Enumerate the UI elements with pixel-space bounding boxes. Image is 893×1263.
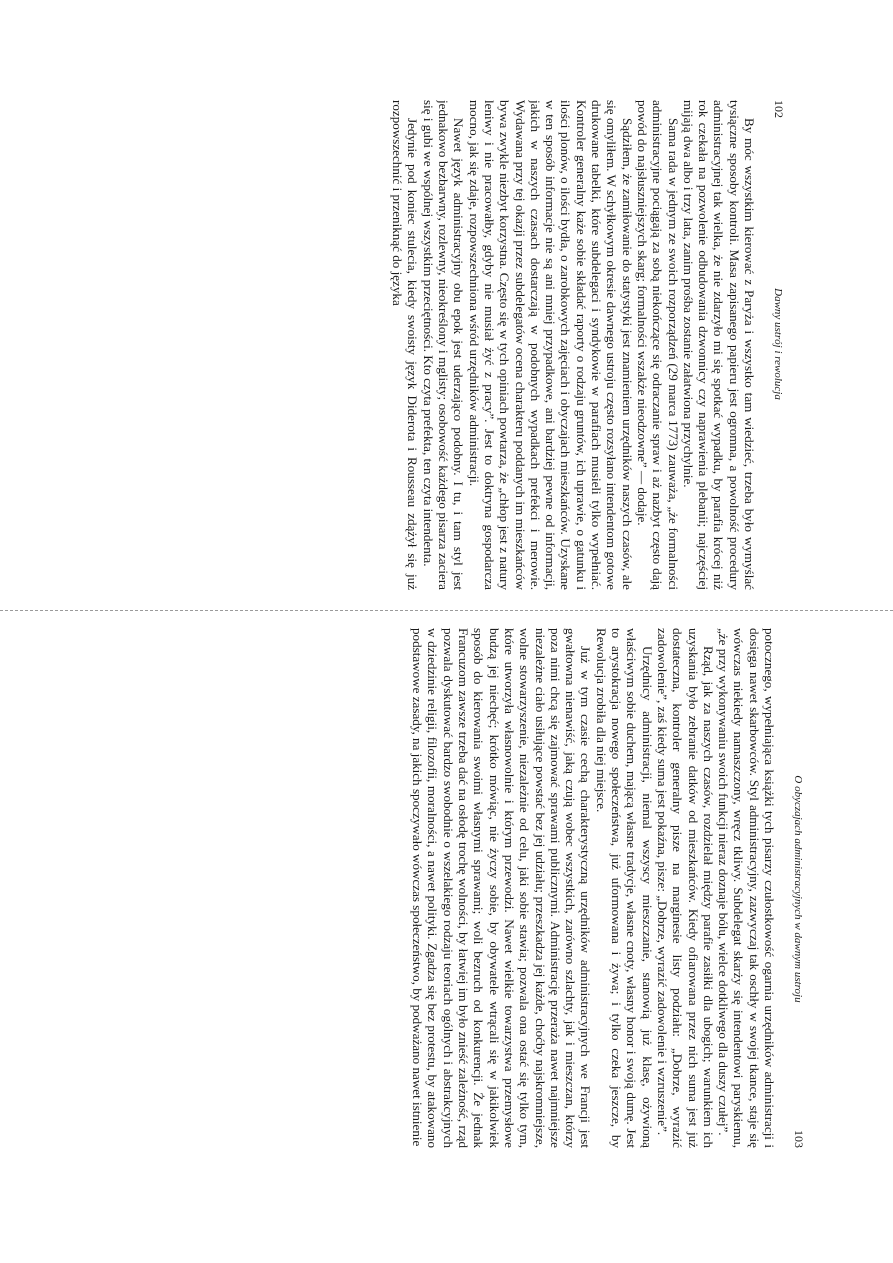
left-body: [390, 100, 757, 590]
right-body: [410, 628, 777, 1148]
left-running-title: Dawny ustrój i rewolucja: [772, 288, 784, 400]
right-running-title: O obyczajach administracyjnych w dawnym ustroju: [792, 775, 804, 1003]
left-page-number: 102: [772, 100, 786, 118]
right-paragraph-4: Już w tym czasie cechą charakterystyczną urzędników administracyjnych we Francji jest gwałtowna nienawiść, jaką czują wobec wszystkich, zarówno szlachty, jak i mieszczan, którzy poza nimi chcą się zajmować sprawami publicznymi. Administrację przeraża nawet najmniejsze niezależne ciało usiłujące powstać bez jej udziału; przeszkadza jej każde, choćby najskromniejsze, wolne stowarzyszenie, niezależnie od celu, jaki sobie stawia; pozwala ona ostać się tylko tym, które utworzyła własnowolnie i którym przewodzi. Nawet wielkie towarzystwa przemysłowe budzą jej niechęć; krótko mówiąc, nie życzy sobie, by obywatele wtrącali się w jakikolwiek sposób do kierowania swoimi własnymi sprawami; woli bezruch od konkurencji. Że jednak Francuzom zawsze trzeba dać na osłodę trochę wolności, by łatwiej im było znieść zależność, rząd pozwala dyskutować bardzo swobodnie o wszelakiego rodzaju teoriach ogólnych i abstrakcyjnych w dziedzinie religii, filozofii, moralności, a nawet polityki. Zgadza się bez protestu, by atakowano podstawowe zasady, na jakich spoczywało wówczas społeczeństwo, by podważano nawet istnienie: [410, 628, 594, 1148]
right-header: [791, 628, 806, 1148]
right-paragraph-1: potocznego, wypełniająca książki tych pisarzy czułostkowość ogarnia urzędników administracji i dosięga nawet skarbowców. Styl administracyjny, zazwyczaj tak oschły w swojej tkance, staje się wówczas niekiedy namaszczony, wręcz tkliwy. Subdelegat skarży się intendentowi paryskiemu, „że przy wykonywaniu swoich funkcji nieraz doznaje bólu, wielce dotkliwego dla duszy czułej”.: [716, 628, 777, 1148]
page-left: [86, 100, 786, 590]
right-paragraph-3: Urzędnicy administracji, niemal wszyscy mieszczanie, stanowią już klasę, ożywioną właściwym sobie duchem, mającą własne tradycje, własne cnoty, własny honor i swoją dumę. Jest to arystokracja nowego społeczeństwa, już uformowana i żywa; i tylko czeka jeszcze, by Rewolucja zrobiła dla niej miejsce.: [593, 628, 655, 1148]
page-right: [86, 628, 806, 1148]
left-paragraph-4: Nawet język administracyjny obu epok jest uderzająco podobny. I tu, i tam styl jest jednakowo bezbarwny, rozlewny, nieokreślony i mglisty; osobowość każdego pisarza zaciera się i gubi we wspólnej wszystkim przeciętności. Kto czyta prefekta, ten czyta intendenta.: [420, 100, 467, 590]
left-paragraph-3: Sądziłem, że zamiłowanie do statystyki jest znamieniem urzędników naszych czasów, ale się omyliłem. W schyłkowym okresie dawnego ustroju często rozsyłano intendentom gotowe drukowane tabelki, które subdelegaci i syndykowie w parafiach musieli tylko wypełniać. Kontroler generalny każe sobie składać raporty o rodzaju gruntów, ich uprawie, o gatunku i ilości plonów, o ilości bydła, o zarobkowych zajęciach i obyczajach mieszkańców. Uzyskane w ten sposób informacje nie są ani mniej przypadkowe, ani bardziej pewne od informacji, jakich w naszych czasach dostarczają w podobnych wypadkach prefekci i merowie. Wydawana przy tej okazji przez subdelegatów ocena charakteru poddanych im mieszkańców bywa zwykle niezbyt korzystna. Często się w tych opiniach powtarza, że „chłop jest z natury leniwy i nie pracowałby, gdyby nie musiał żyć z pracy”. Jest to doktryna gospodarcza mocno, jak się zdaje, rozpowszechniona wśród urzędników administracji.: [466, 100, 635, 590]
right-page-number: 103: [792, 1129, 806, 1148]
left-paragraph-5: Jedynie pod koniec stulecia, kiedy swoisty język Diderota i Rousseau zdążył się już rozpowszechnić i przeniknąć do języka: [390, 100, 421, 590]
page-divider: [0, 610, 893, 611]
page-left-content: [390, 100, 786, 590]
left-header: [771, 100, 786, 590]
right-paragraph-2: Rząd, jak za naszych czasów, rozdzielał między parafie zasiłki dla ubogich; warunkiem ich uzyskania było zebranie datków od mieszkańców. Kiedy ofiarowana przez nich suma jest już dostateczna, kontroler generalny pisze na marginesie listy podziału: „Dobrze, wyrazić zadowolenie”, zaś kiedy suma jest pokaźna, pisze: „Dobrze, wyrazić zadowolenie i wzruszenie”.: [654, 628, 716, 1148]
page-right-content: [410, 628, 806, 1148]
left-paragraph-2: Sama rada w jednym ze swoich rozporządzeń (29 marca 1773) zauważa, „że formalności administracyjne pociągają za sobą niekończące się odraczanie spraw i aż nazbyt często dają powód do najsłuszniejszych skarg; formalności wszakże nieodzowne” — dodaje.: [634, 100, 681, 590]
left-paragraph-1: By móc wszystkim kierować z Paryża i wszystko tam wiedzieć, trzeba było wymyślać tysiączne sposoby kontroli. Masa zapisanego papieru jest ogromna, a powolność procedury administracyjnej tak wielka, że nie zdarzyło mi się spotkać wypadku, by parafia krócej niż rok czekała na pozwolenie odbudowania dzwonnicy czy naprawienia plebanii; najczęściej mijają dwa albo i trzy lata, zanim prośba zostanie załatwiona przychylnie.: [680, 100, 757, 590]
